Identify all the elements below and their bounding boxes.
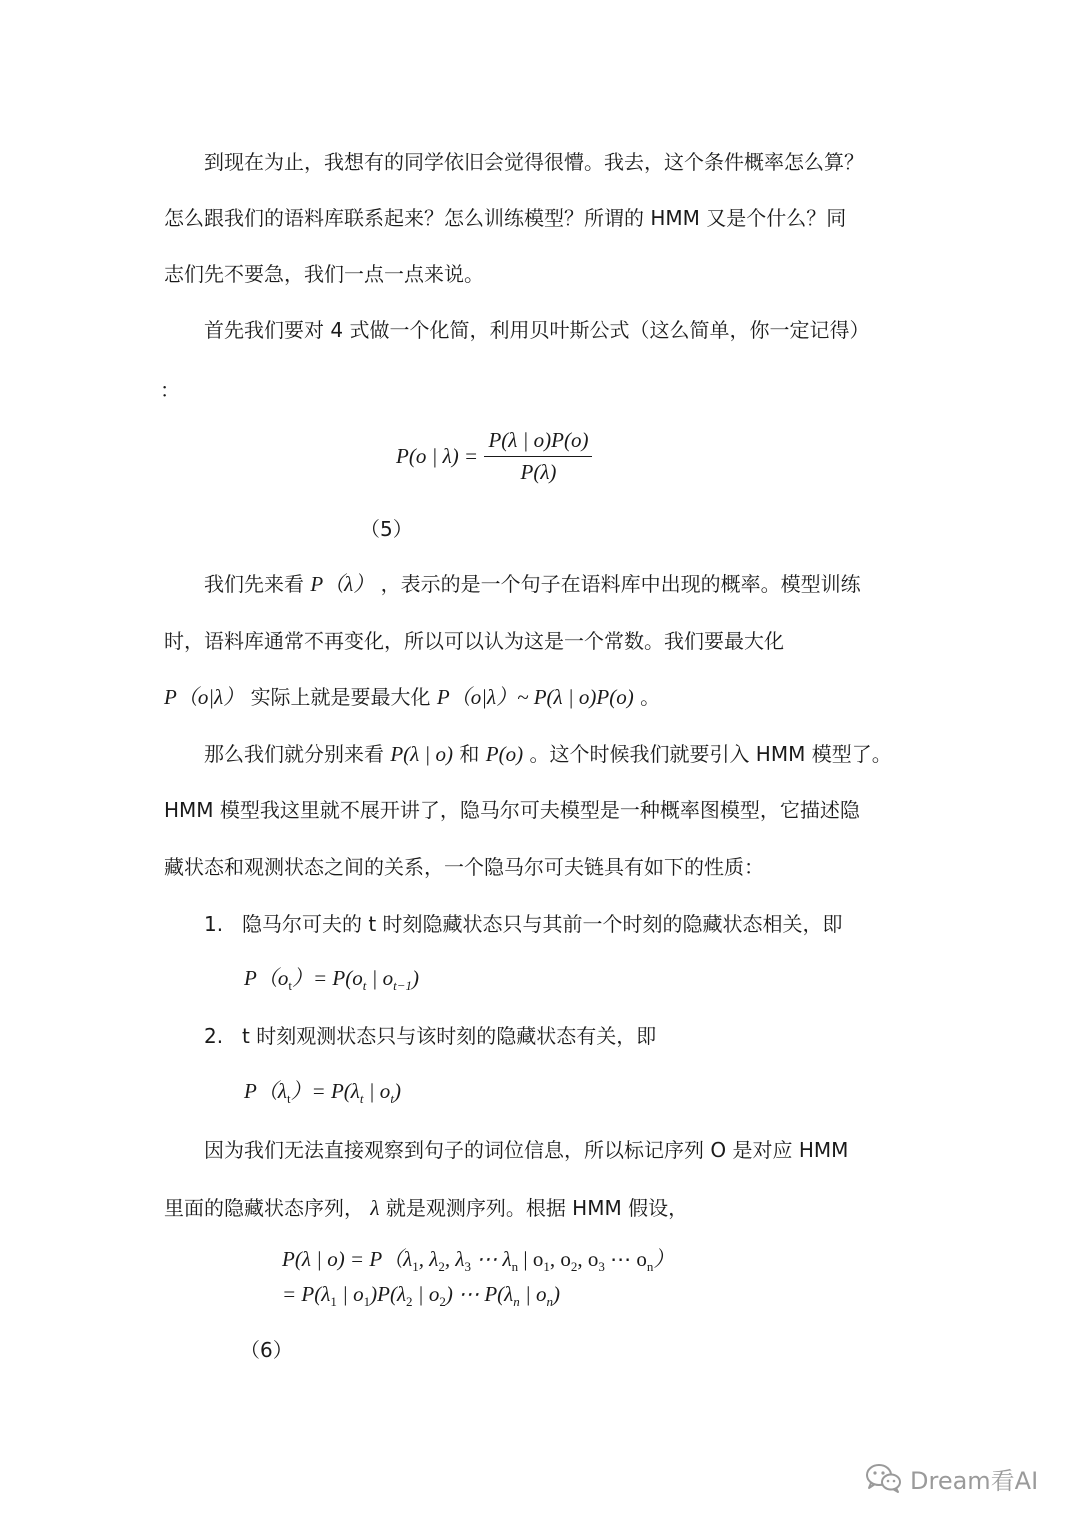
paragraph-4-math-2: P(o) (485, 742, 524, 766)
list-item-1-formula (244, 964, 419, 1000)
eq6-r2-s1: 1 (330, 1294, 337, 1309)
paragraph-4-line-3: 藏状态和观测状态之间的关系，一个隐马尔可夫链具有如下的性质： (164, 855, 764, 879)
paragraph-5-text-b: 就是观测序列。根据 HMM 假设， (385, 1196, 689, 1220)
eq6-r1-c: , λ (444, 1247, 465, 1271)
paragraph-3-text-a: 我们先来看 (204, 572, 304, 596)
wechat-icon (864, 1461, 904, 1495)
paragraph-5-text-a: 里面的隐藏状态序列， (164, 1196, 364, 1220)
formula-1-part-c: | o (366, 966, 394, 990)
paragraph-5-math-lambda: λ (370, 1196, 380, 1220)
eq6-r2-f: | o (519, 1282, 547, 1306)
eq6-r1-h: ⋯ o (604, 1247, 647, 1271)
paragraph-3-text-b: ，表示的是一个句子在语料库中出现的概率。模型训练 (380, 572, 861, 596)
equation-5-fraction (484, 428, 592, 485)
eq6-r1-i: ） (653, 1247, 675, 1271)
eq6-r1-s8: n (646, 1259, 654, 1274)
eq6-r1-s2: 2 (438, 1259, 445, 1274)
eq6-r2-a: = P(λ (282, 1282, 331, 1306)
eq6-r2-g: ) (553, 1282, 561, 1306)
formula-2-part-d: ) (393, 1079, 401, 1103)
formula-2-part-a: P（λ (244, 1079, 287, 1103)
eq6-r1-d: ⋯ λ (471, 1247, 512, 1271)
paragraph-3-line-1 (204, 570, 861, 598)
formula-1-part-a: P（o (244, 966, 289, 990)
eq6-r2-s5: n (513, 1294, 520, 1309)
paragraph-5-line-2 (164, 1194, 688, 1222)
paragraph-3-math-p-lambda: P（λ） (310, 572, 375, 596)
equation-6-label: （6） (240, 1338, 293, 1362)
eq6-r1-f: , o (549, 1247, 571, 1271)
formula-1-sub-2: t (362, 978, 367, 993)
eq6-r1-a: P(λ | o) = P（λ (282, 1247, 413, 1271)
equation-5-numerator: P(λ | o)P(o) (484, 428, 592, 457)
formula-2-part-b: ）= P(λ (290, 1079, 360, 1103)
paragraph-2-line-1: 首先我们要对 4 式做一个化简，利用贝叶斯公式（这么简单，你一定记得） (204, 318, 870, 342)
paragraph-2-line-2: ： (160, 378, 180, 402)
equation-6-row-2 (282, 1280, 560, 1316)
eq6-r2-s3: 2 (406, 1294, 413, 1309)
formula-2-sub-2: t (359, 1091, 364, 1106)
eq6-r1-b: , λ (418, 1247, 439, 1271)
paragraph-4-text-b: 和 (459, 742, 480, 766)
paragraph-4-text-a: 那么我们就分别来看 (204, 742, 384, 766)
formula-1-part-b: ）= P(o (291, 966, 363, 990)
list-item-1-text: 隐马尔可夫的 t 时刻隐藏状态只与其前一个时刻的隐藏状态相关，即 (242, 912, 843, 936)
eq6-r2-s2: 1 (363, 1294, 371, 1309)
paragraph-3-line-2: 时，语料库通常不再变化，所以可以认为这是一个常数。我们要最大化 (164, 629, 784, 653)
equation-5-lhs: P(o | λ) = (396, 444, 479, 468)
eq6-r2-s4: 2 (439, 1294, 446, 1309)
eq6-r1-s5: 1 (543, 1259, 550, 1274)
eq6-r1-g: , o (577, 1247, 599, 1271)
paragraph-1-line-3: 志们先不要急，我们一点一点来说。 (164, 262, 484, 286)
paragraph-3-line-3 (164, 683, 660, 711)
eq6-r1-s4: n (511, 1259, 519, 1274)
formula-2-sub-1: t (286, 1091, 291, 1106)
eq6-r1-s6: 2 (570, 1259, 578, 1274)
formula-1-sub-3: t−1 (393, 978, 412, 993)
eq6-r2-s6: n (546, 1294, 554, 1309)
formula-2-sub-3: t (390, 1091, 394, 1106)
equation-5 (396, 428, 592, 485)
list-item-2-number: 2. (204, 1024, 224, 1048)
paragraph-4-line-1 (204, 740, 892, 768)
paragraph-5-line-1: 因为我们无法直接观察到句子的词位信息，所以标记序列 O 是对应 HMM (204, 1138, 849, 1162)
paragraph-3-text-d: 。 (640, 685, 661, 709)
paragraph-4-math-1: P(λ | o) (390, 742, 454, 766)
eq6-r1-e: | o (518, 1247, 544, 1271)
eq6-r1-s1: 1 (412, 1259, 419, 1274)
paragraph-4-line-2: HMM 模型我这里就不展开讲了，隐马尔可夫模型是一种概率图模型，它描述隐 (164, 798, 860, 822)
formula-1-sub-1: t (288, 978, 292, 993)
eq6-r2-c: )P(λ (370, 1282, 407, 1306)
list-item-2-formula (244, 1077, 401, 1113)
formula-2-part-c: | o (363, 1079, 391, 1103)
paragraph-3-math-1: P（o|λ） (164, 685, 245, 709)
eq6-r2-d: | o (412, 1282, 440, 1306)
eq6-r1-s3: 3 (464, 1259, 471, 1274)
paragraph-4-text-c: 。这个时候我们就要引入 HMM 模型了。 (529, 742, 892, 766)
eq6-r1-s7: 3 (598, 1259, 605, 1274)
watermark (864, 1458, 1050, 1498)
paragraph-1-line-2: 怎么跟我们的语料库联系起来？怎么训练模型？所谓的 HMM 又是个什么？同 (164, 206, 847, 230)
list-item-2-text: t 时刻观测状态只与该时刻的隐藏状态有关，即 (242, 1024, 657, 1048)
list-item-1-number: 1. (204, 912, 224, 936)
paragraph-1-line-1: 到现在为止，我想有的同学依旧会觉得很懵。我去，这个条件概率怎么算？ (204, 150, 864, 174)
paragraph-3-text-c: 实际上就是要最大化 (250, 685, 431, 709)
paragraph-3-math-2: P（o|λ）~ P(λ | o)P(o) (436, 685, 634, 709)
formula-1-part-d: ) (412, 966, 419, 990)
eq6-r2-b: | o (336, 1282, 364, 1306)
eq6-r2-e: ) ⋯ P(λ (445, 1282, 514, 1306)
equation-5-label: （5） (360, 517, 413, 541)
watermark-text: Dream看AI (910, 1466, 1039, 1495)
equation-5-denominator: P(λ) (520, 460, 557, 484)
equation-6-row-1 (282, 1245, 674, 1281)
